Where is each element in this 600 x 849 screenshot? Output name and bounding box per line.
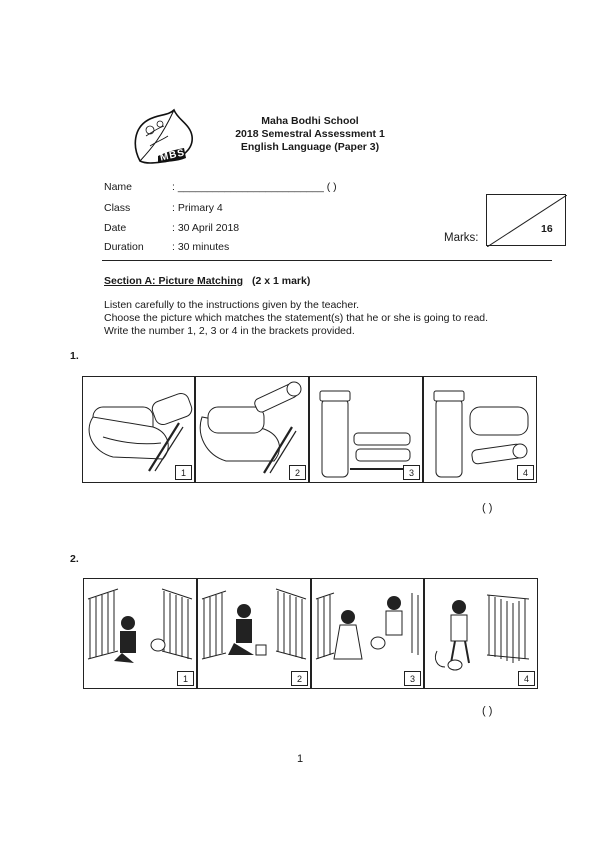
q2-picture-4[interactable] (424, 578, 538, 689)
header-divider (102, 260, 552, 261)
q1-picture-2[interactable] (195, 376, 309, 483)
panel-number: 2 (291, 671, 308, 686)
answer-brackets[interactable]: ( ) (482, 502, 493, 514)
school-name: Maha Bodhi School (261, 115, 359, 127)
q2-picture-3[interactable] (311, 578, 424, 689)
page-number: 1 (296, 753, 304, 765)
duration-label: Duration (104, 241, 144, 253)
question-number: 1. (70, 350, 79, 362)
q1-picture-1[interactable] (82, 376, 195, 483)
q1-picture-3[interactable] (309, 376, 423, 483)
name-field[interactable]: : _________________________ ( ) (172, 181, 337, 193)
answer-brackets[interactable]: ( ) (482, 705, 493, 717)
class-value: : Primary 4 (172, 202, 223, 214)
class-label: Class (104, 202, 131, 214)
marks-diagonal (487, 195, 567, 247)
exam-title: 2018 Semestral Assessment 1 (235, 128, 385, 140)
panel-number: 4 (517, 465, 534, 480)
marks-total: 16 (541, 223, 553, 235)
duration-value: : 30 minutes (172, 241, 230, 253)
instruction-line: Listen carefully to the instructions given by the teacher. (104, 299, 360, 311)
marks-label: Marks: (444, 232, 479, 244)
q2-picture-1[interactable] (83, 578, 197, 689)
q2-picture-2[interactable] (197, 578, 311, 689)
date-value: : 30 April 2018 (172, 222, 240, 234)
logo-lettering: MBS (159, 147, 187, 164)
subject-title: English Language (Paper 3) (240, 141, 380, 153)
date-label: Date (104, 222, 127, 234)
panel-number: 2 (289, 465, 306, 480)
question-number: 2. (70, 553, 79, 565)
panel-number: 4 (518, 671, 535, 686)
section-title: Section A: Picture Matching (104, 275, 244, 287)
panel-number: 3 (404, 671, 421, 686)
panel-number: 1 (177, 671, 194, 686)
name-label: Name (104, 181, 133, 193)
marks-box[interactable] (486, 194, 566, 246)
panel-number: 1 (175, 465, 192, 480)
instruction-line: Write the number 1, 2, 3 or 4 in the brackets provided. (104, 325, 355, 337)
section-marks: (2 x 1 mark) (251, 275, 311, 287)
q1-picture-4[interactable] (423, 376, 537, 483)
panel-number: 3 (403, 465, 420, 480)
instruction-line: Choose the picture which matches the statement(s) that he or she is going to read. (104, 312, 489, 324)
